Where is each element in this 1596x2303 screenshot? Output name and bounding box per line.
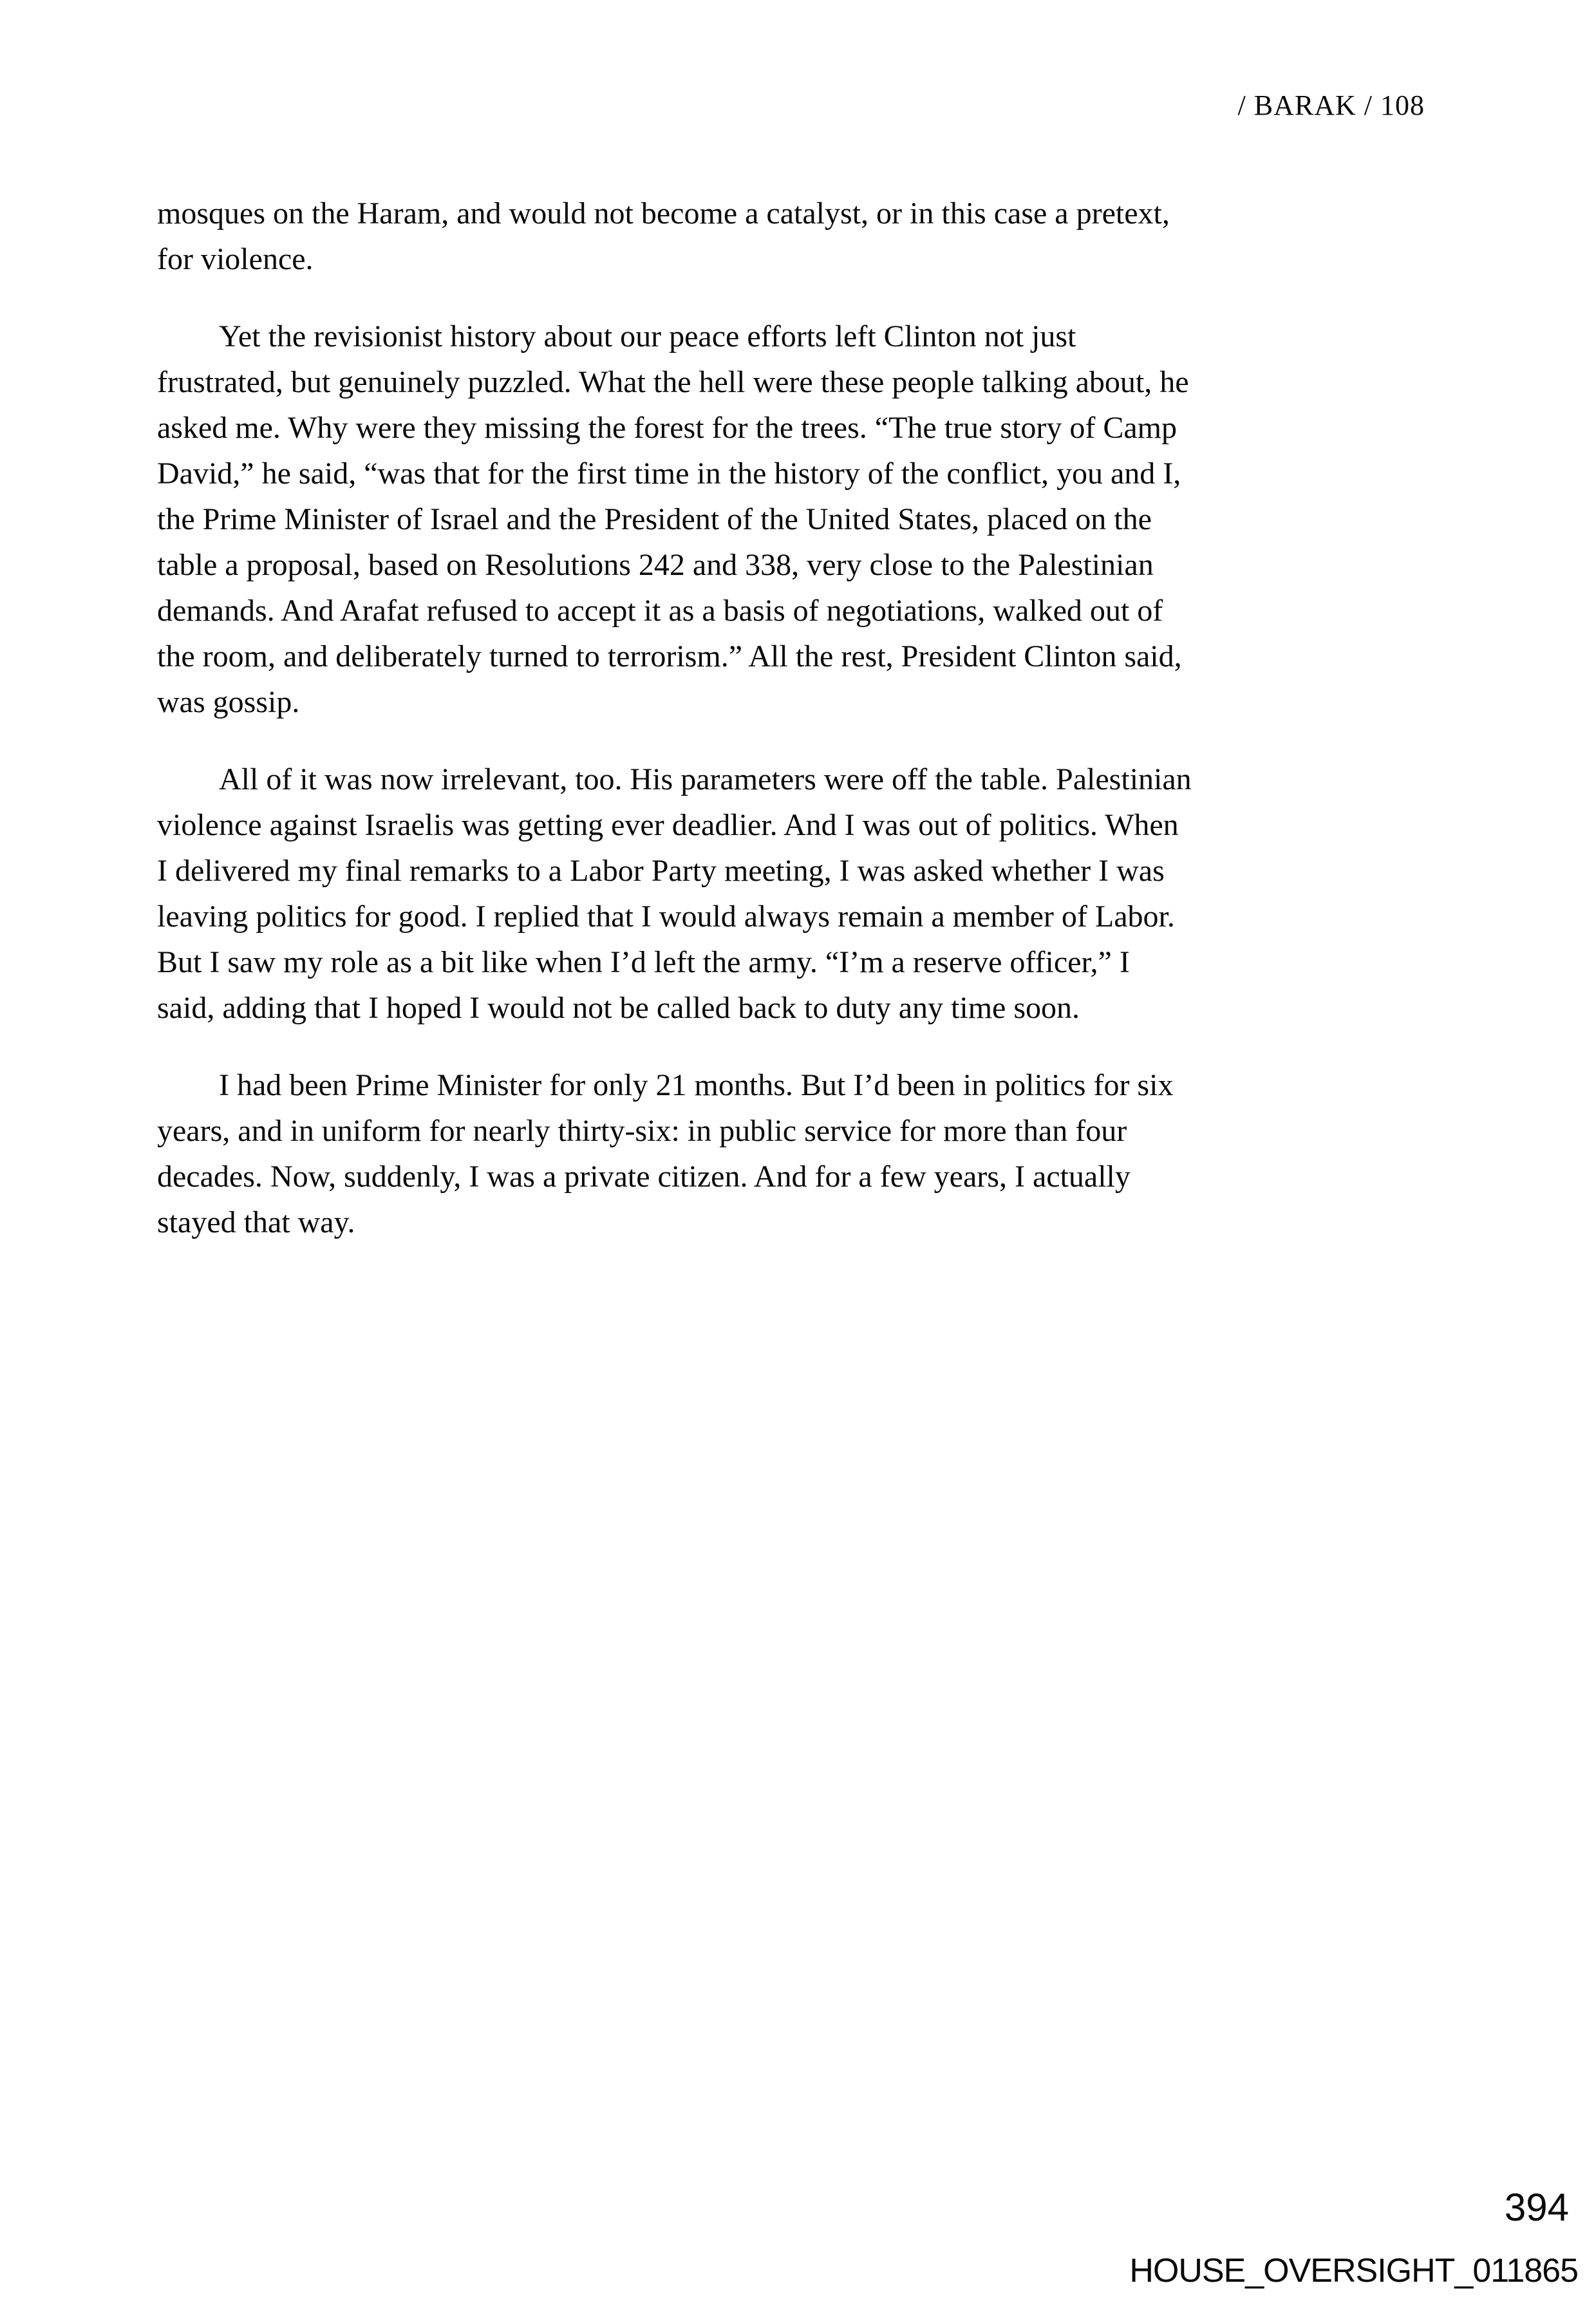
bates-number: HOUSE_OVERSIGHT_011865: [1129, 2252, 1578, 2289]
text-line: Yet the revisionist history about our peace efforts left Clinton not just: [219, 319, 1076, 353]
text-line: But I saw my role as a bit like when I’d left the army. “I’m a reserve officer,” I: [157, 945, 1130, 979]
text-line: I had been Prime Minister for only 21 months. But I’d been in politics for six: [219, 1068, 1174, 1102]
text-line: David,” he said, “was that for the first time in the history of the conflict, you and I,: [157, 456, 1181, 491]
text-line: decades. Now, suddenly, I was a private citizen. And for a few years, I actually: [157, 1160, 1131, 1194]
paragraph-prime-minister: [157, 1062, 1441, 1245]
text-line: demands. And Arafat refused to accept it as a basis of negotiations, walked out of: [157, 594, 1163, 628]
text-line: asked me. Why were they missing the forest for the trees. “The true story of Camp: [157, 411, 1177, 445]
text-line: the room, and deliberately turned to terrorism.” All the rest, President Clinton said,: [157, 639, 1182, 673]
text-line: violence against Israelis was getting ever deadlier. And I was out of politics. When: [157, 808, 1179, 842]
running-head: / BARAK / 108: [1237, 89, 1425, 121]
page-number: 394: [1504, 2186, 1569, 2229]
paragraph-continuation: [157, 191, 1441, 282]
body-text: [157, 191, 1441, 1245]
text-line: said, adding that I hoped I would not be called back to duty any time soon.: [157, 991, 1080, 1025]
text-line: table a proposal, based on Resolutions 242 and 338, very close to the Palestinian: [157, 548, 1154, 582]
text-line: for violence.: [157, 242, 314, 276]
text-line: leaving politics for good. I replied that I would always remain a member of Labor.: [157, 899, 1175, 934]
text-line: the Prime Minister of Israel and the President of the United States, placed on the: [157, 502, 1152, 536]
paragraph-irrelevant: [157, 757, 1441, 1031]
text-line: All of it was now irrelevant, too. His parameters were off the table. Palestinian: [219, 762, 1192, 796]
text-line: stayed that way.: [157, 1205, 355, 1239]
text-line: frustrated, but genuinely puzzled. What the hell were these people talking about, he: [157, 365, 1189, 399]
text-line: years, and in uniform for nearly thirty-six: in public service for more than four: [157, 1114, 1127, 1148]
text-line: I delivered my final remarks to a Labor Party meeting, I was asked whether I was: [157, 854, 1165, 888]
text-line: was gossip.: [157, 685, 300, 719]
paragraph-revisionist-history: [157, 314, 1441, 725]
text-line: mosques on the Haram, and would not become a catalyst, or in this case a pretext,: [157, 196, 1170, 230]
